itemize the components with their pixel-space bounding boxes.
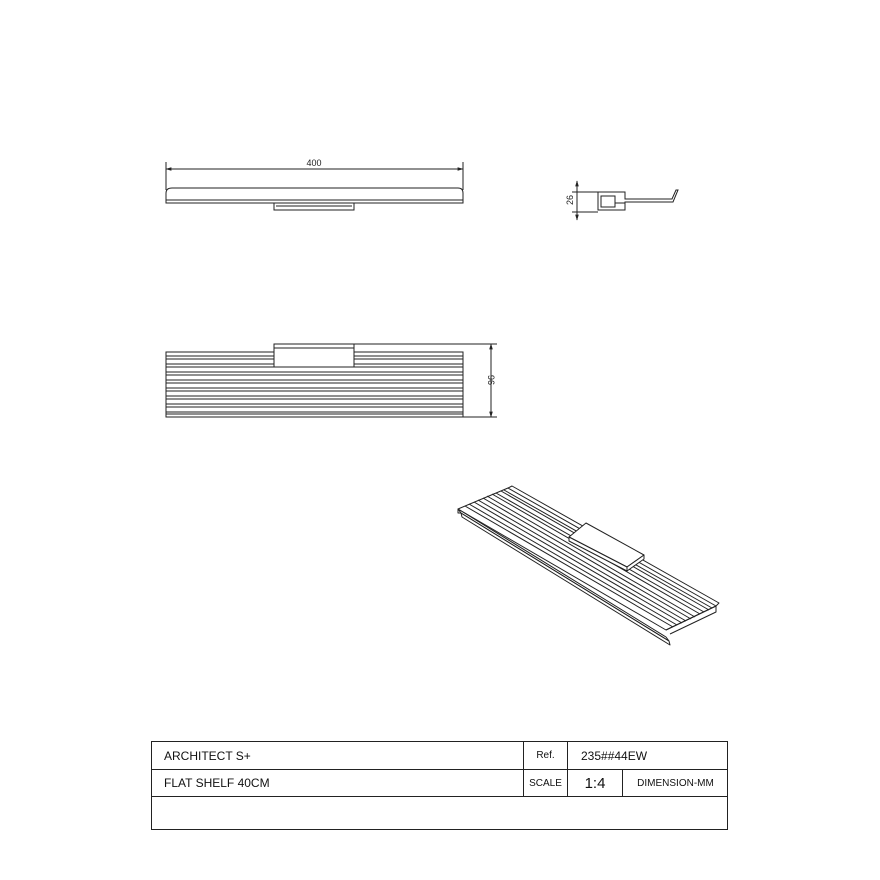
- length-dimension-label: 400: [306, 158, 322, 168]
- iso-slat-line: [469, 504, 677, 625]
- iso-slat-line: [483, 498, 691, 619]
- ref-value: 235##44EW: [567, 742, 728, 769]
- top-bracket: [274, 344, 354, 367]
- brand-name: ARCHITECT S+: [164, 748, 251, 763]
- title-block-row-product: [152, 770, 727, 797]
- iso-slat-line: [478, 500, 686, 621]
- iso-slat-line: [487, 496, 695, 617]
- side-bracket-slot: [601, 196, 615, 207]
- iso-slat-line: [474, 502, 682, 623]
- iso-slat-line: [465, 506, 673, 627]
- iso-slats: [465, 490, 712, 627]
- title-block-notes-area: [152, 797, 727, 829]
- front-shelf-body: [166, 188, 463, 203]
- product-name: FLAT SHELF 40CM: [164, 776, 270, 790]
- front-view: [166, 162, 463, 210]
- isometric-view: [458, 486, 719, 645]
- scale-value: 1:4: [567, 770, 622, 796]
- height-dimension-label: 26: [565, 194, 575, 206]
- title-block: [151, 741, 728, 830]
- title-block-row-brand: [152, 742, 727, 770]
- units-label: DIMENSION-MM: [622, 770, 728, 796]
- ref-label: Ref.: [523, 742, 567, 769]
- side-view: [572, 181, 678, 220]
- scale-label: SCALE: [523, 770, 567, 796]
- top-view: [166, 344, 497, 417]
- depth-dimension-label: 96: [486, 374, 496, 386]
